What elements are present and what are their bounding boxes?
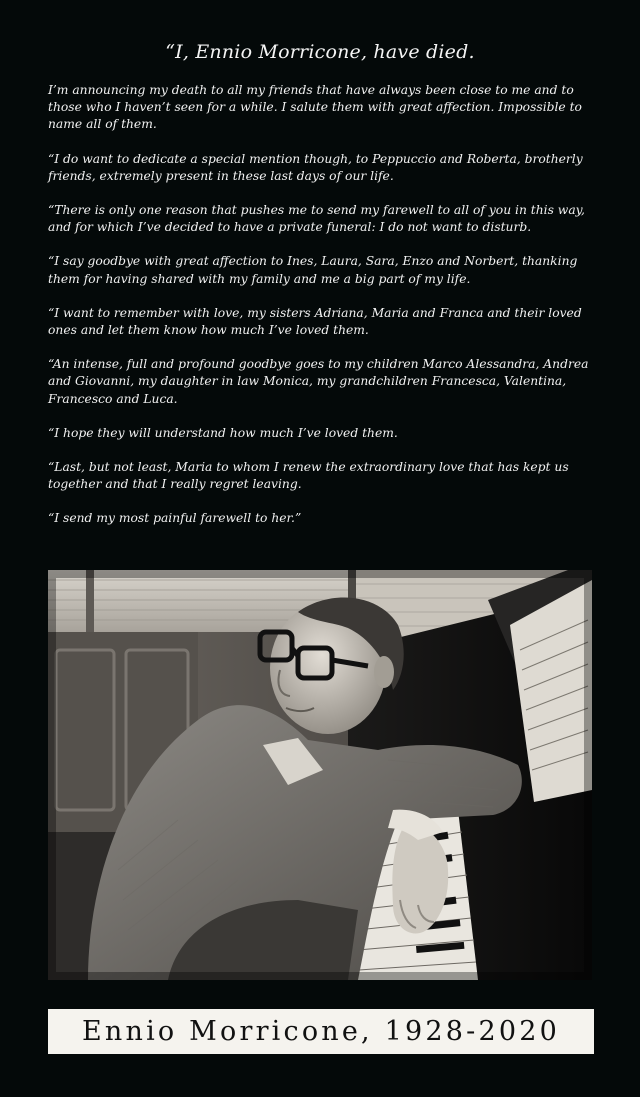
letter-paragraph: “I want to remember with love, my sisters Adriana, Maria and Franca and their loved ones and let them know how much I’ve loved them.: [48, 305, 582, 338]
letter-paragraph: I’m announcing my death to all my friends that have always been close to me and to those who I haven’t seen for a while. I salute them with great affection. Impossible to name all of them.: [48, 83, 582, 132]
caption-banner: [48, 1009, 594, 1054]
letter-paragraph: “An intense, full and profound goodbye goes to my children Marco Alessandra, Andrea and Giovanni, my daughter in law Monica, my grandchildren Francesca, Valentina, Francesco and Luca.: [48, 357, 589, 406]
letter-paragraph: “Last, but not least, Maria to whom I renew the extraordinary love that has kept us together and that I really regret leaving.: [48, 460, 569, 492]
letter-paragraph: “I send my most painful farewell to her.”: [48, 511, 302, 526]
letter-paragraph: “I do want to dedicate a special mention though, to Peppuccio and Roberta, brotherly friends, extremely present in these last days of our life.: [48, 151, 583, 183]
letter-paragraph: “I hope they will understand how much I’ve loved them.: [48, 425, 398, 440]
letter-paragraph: “I say goodbye with great affection to Ines, Laura, Sara, Enzo and Norbert, thanking them for having shared with my family and me a big part of my life.: [48, 254, 578, 286]
headline: “I, Ennio Morricone, have died.: [165, 41, 475, 63]
farewell-letter: [48, 82, 598, 545]
caption-text: Ennio Morricone, 1928-2020: [82, 1016, 560, 1047]
portrait-illustration: [48, 570, 592, 980]
letter-paragraph: “There is only one reason that pushes me to send my farewell to all of you in this way, and for which I’ve decided to have a private funeral: I do not want to disturb.: [48, 203, 585, 235]
portrait-photo: [48, 570, 592, 980]
